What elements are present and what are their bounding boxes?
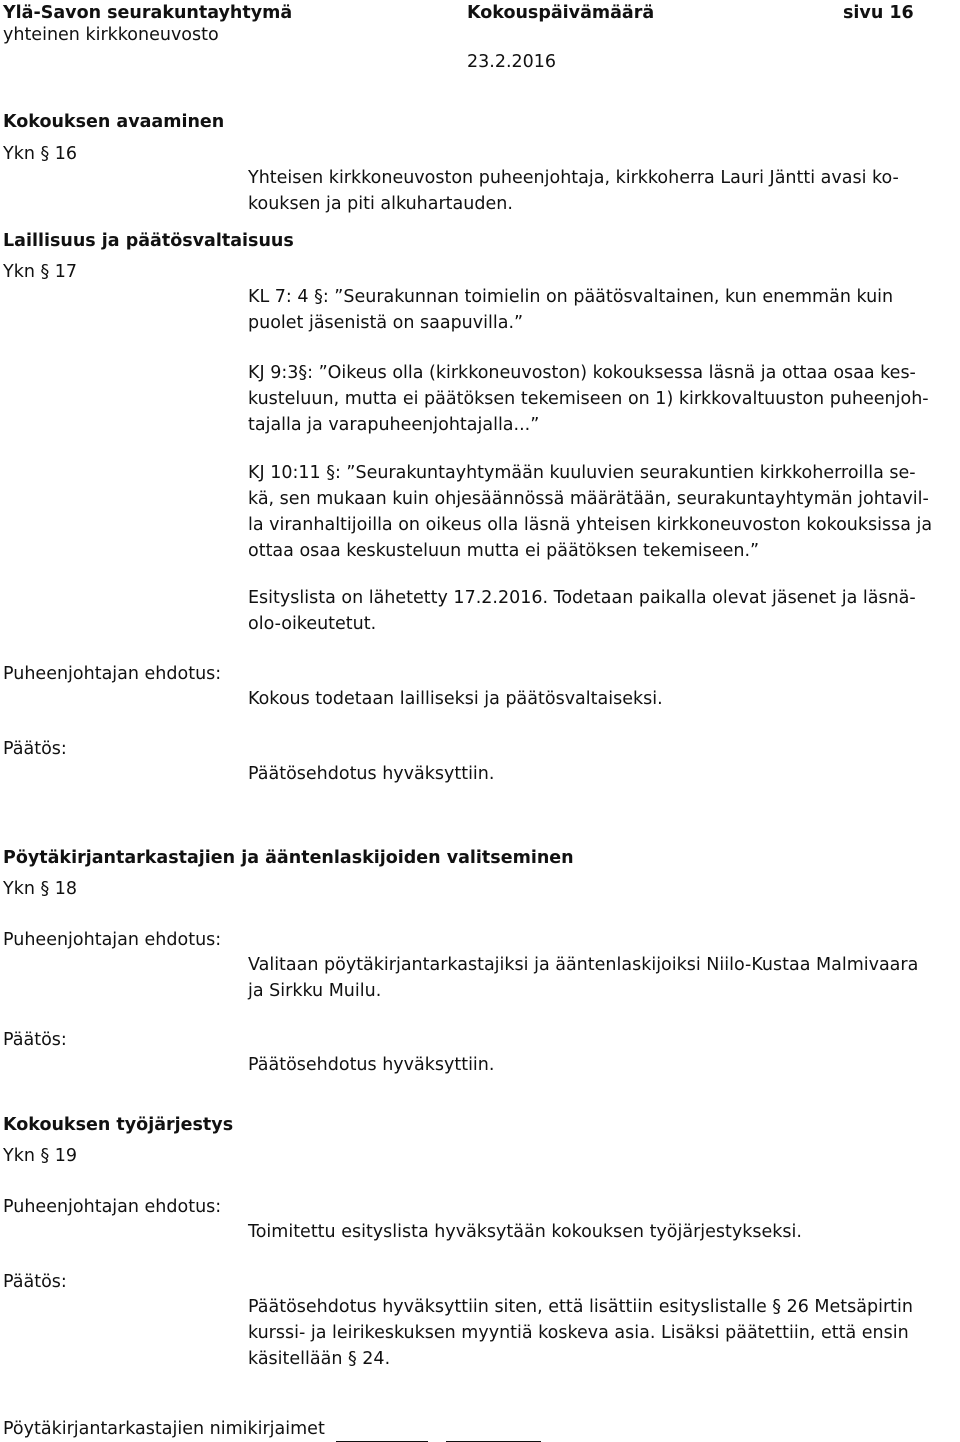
section-18-ykn: Ykn § 18 (3, 879, 78, 899)
header-date: 23.2.2016 (467, 52, 557, 72)
signature-initials-label: Pöytäkirjantarkastajien nimikirjaimet (3, 1419, 325, 1439)
section-17-decision: Päätösehdotus hyväksyttiin. (248, 764, 495, 784)
signature-line-2 (446, 1423, 541, 1442)
section-17-decision-label: Päätös: (3, 739, 67, 759)
signature-initials-row (3, 1416, 541, 1442)
text-line: kurssi- ja leirikeskuksen myyntiä koskeva asia. Lisäksi päätettiin, että ensin (248, 1323, 909, 1343)
section-17-ykn: Ykn § 17 (3, 262, 78, 282)
header-body: yhteinen kirkkoneuvosto (3, 25, 219, 45)
section-17-kl-quote (248, 284, 948, 336)
quote-line: KJ 10:11 §: ”Seurakuntayhtymään kuuluvien seurakuntien kirkkoherroilla se- (248, 463, 916, 483)
section-18-title: Pöytäkirjantarkastajien ja ääntenlaskijoiden valitseminen (3, 848, 574, 868)
section-16-text (248, 165, 948, 217)
section-16-text-line: kouksen ja piti alkuhartauden. (248, 194, 513, 214)
section-19-ykn: Ykn § 19 (3, 1146, 78, 1166)
section-17-kj1011-quote (248, 460, 948, 564)
section-17-kj93-quote (248, 360, 948, 438)
section-19-decision-label: Päätös: (3, 1272, 67, 1292)
section-17-title: Laillisuus ja päätösvaltaisuus (3, 231, 294, 251)
quote-line: la viranhaltijoilla on oikeus olla läsnä yhteisen kirkkoneuvoston kokouksissa ja (248, 515, 933, 535)
quote-line: KJ 9:3§: ”Oikeus olla (kirkkoneuvoston) kokouksessa läsnä ja ottaa osaa kes- (248, 363, 916, 383)
quote-line: tajalla ja varapuheenjohtajalla...” (248, 415, 540, 435)
section-17-esityslista (248, 585, 948, 637)
text-line: Päätösehdotus hyväksyttiin siten, että lisättiin esityslistalle § 26 Metsäpirtin (248, 1297, 913, 1317)
quote-line: puolet jäsenistä on saapuvilla.” (248, 313, 524, 333)
text-line: Valitaan pöytäkirjantarkastajiksi ja ääntenlaskijoiksi Niilo-Kustaa Malmivaara (248, 955, 919, 975)
header-date-label: Kokouspäivämäärä (467, 3, 655, 23)
section-19-decision (248, 1294, 948, 1372)
text-line: Esityslista on lähetetty 17.2.2016. Todetaan paikalla olevat jäsenet ja läsnä- (248, 588, 916, 608)
section-18-proposal (248, 952, 948, 1004)
quote-line: kä, sen mukaan kuin ohjesäännössä määrätään, seurakuntayhtymän johtavil- (248, 489, 929, 509)
text-line: olo-oikeutetut. (248, 614, 377, 634)
text-line: käsitellään § 24. (248, 1349, 391, 1369)
quote-line: ottaa osaa keskusteluun mutta ei päätöksen tekemiseen.” (248, 541, 760, 561)
section-18-decision-label: Päätös: (3, 1030, 67, 1050)
quote-line: KL 7: 4 §: ”Seurakunnan toimielin on päätösvaltainen, kun enemmän kuin (248, 287, 894, 307)
header-page-number: sivu 16 (843, 3, 914, 23)
section-16-title: Kokouksen avaaminen (3, 112, 225, 132)
section-17-proposal-label: Puheenjohtajan ehdotus: (3, 664, 222, 684)
section-19-title: Kokouksen työjärjestys (3, 1115, 234, 1135)
signature-line-1 (336, 1423, 428, 1442)
text-line: ja Sirkku Muilu. (248, 981, 382, 1001)
section-16-ykn: Ykn § 16 (3, 144, 78, 164)
section-19-proposal-label: Puheenjohtajan ehdotus: (3, 1197, 222, 1217)
section-18-proposal-label: Puheenjohtajan ehdotus: (3, 930, 222, 950)
quote-line: kusteluun, mutta ei päätöksen tekemiseen on 1) kirkkovaltuuston puheenjoh- (248, 389, 929, 409)
section-19-proposal: Toimitettu esityslista hyväksytään kokouksen työjärjestykseksi. (248, 1222, 802, 1242)
header-org: Ylä-Savon seurakuntayhtymä (3, 3, 293, 23)
section-18-decision: Päätösehdotus hyväksyttiin. (248, 1055, 495, 1075)
section-17-proposal: Kokous todetaan lailliseksi ja päätösvaltaiseksi. (248, 689, 663, 709)
section-16-text-line: Yhteisen kirkkoneuvoston puheenjohtaja, kirkkoherra Lauri Jäntti avasi ko- (248, 168, 899, 188)
